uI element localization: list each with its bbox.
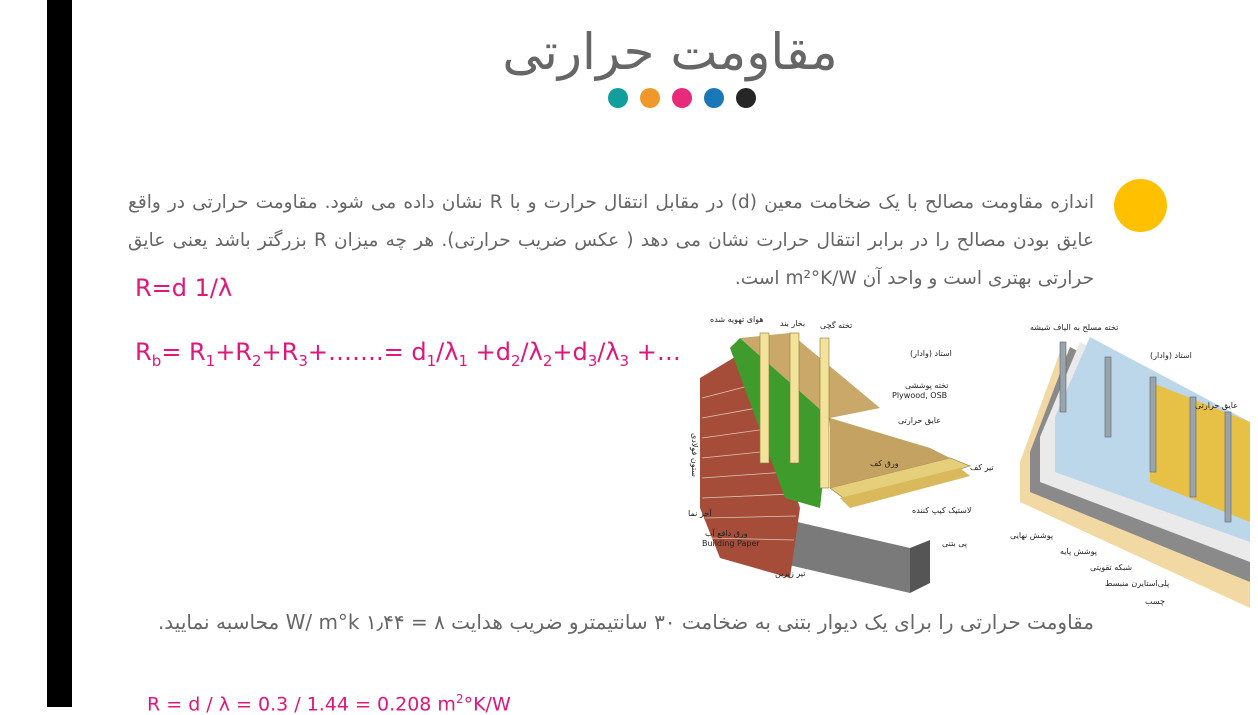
timber-wall-figure: [680, 308, 1000, 598]
formula-rb: $R_b=$ $R_1+R_2+R_3+\dots\dots.= d_1/\lambda_1 +d_2/\lambda_2+d_3/\lambda_3$ +…: [135, 338, 681, 370]
svg-text:تخته گچی: تخته گچی: [820, 321, 853, 330]
svg-text:پوشش پایه: پوشش پایه: [1060, 547, 1097, 556]
svg-text:چسب: چسب: [1145, 597, 1165, 606]
svg-text:تخته مسلح به الیاف شیشه: تخته مسلح به الیاف شیشه: [1030, 323, 1119, 332]
bullet-circle: [1114, 179, 1167, 232]
dot-pink: [672, 88, 692, 108]
svg-text:هوای تهویه شده: هوای تهویه شده: [710, 315, 764, 324]
svg-text:شبکه تقویتی: شبکه تقویتی: [1090, 563, 1133, 572]
svg-text:تیر زیرین: تیر زیرین: [775, 569, 806, 578]
formula-result: R = d / λ = 0.3 / 1.44 = 0.208 $m^2^\circ K/W$: [147, 692, 511, 715]
svg-text:پوشش نهایی: پوشش نهایی: [1010, 531, 1054, 540]
svg-text:استاد (وادار): استاد (وادار): [910, 349, 952, 358]
dot-teal: [608, 88, 628, 108]
svg-text:عایق حرارتی: عایق حرارتی: [898, 416, 941, 425]
dot-blue: [704, 88, 724, 108]
left-accent-bar: [47, 0, 72, 707]
svg-text:پی بتنی: پی بتنی: [942, 539, 968, 548]
svg-text:آجر نما: آجر نما: [688, 509, 712, 518]
definition-paragraph: اندازه مقاومت مصالح با یک ضخامت معین (d) در مقابل انتقال حرارت و با R نشان داده می شود. مقاومت حرارتی در واقع عایق بودن مصالح را در برابر انتقال حرارت نشان می دهد ( عکس ضریب حرارتی). هر چه میزان R بزرگتر باشد یعنی عایق حرارتی بهتری است و واحد آن m²°K/W است.: [128, 192, 1095, 289]
dot-black: [736, 88, 756, 108]
svg-text:تیر کف: تیر کف: [970, 463, 994, 472]
svg-text:Building Paper: Building Paper: [702, 539, 760, 548]
svg-text:Plywood, OSB: Plywood, OSB: [892, 391, 948, 400]
concrete-foundation: [780, 518, 910, 593]
page-title: مقاومت حرارتی: [502, 23, 838, 81]
svg-text:عایق حرارتی: عایق حرارتی: [1195, 401, 1238, 410]
svg-text:لاستیک کیپ کننده: لاستیک کیپ کننده: [912, 506, 972, 515]
svg-text:ورق دافع آب: ورق دافع آب: [705, 529, 748, 538]
svg-text:بخار بند: بخار بند: [780, 319, 806, 328]
dot-orange: [640, 88, 660, 108]
eifs-wall-figure: [1000, 312, 1258, 608]
example-paragraph: مقاومت حرارتی را برای یک دیوار بتنی به ضخامت ۳۰ سانتیمترو ضریب هدایت W/ m°k ۱٫۴۴ = ۸ محاسبه نمایید.: [157, 610, 1094, 634]
svg-text:ستون فولادی: ستون فولادی: [690, 433, 699, 478]
formula-r: R=d 1/λ: [135, 274, 233, 302]
title-dots: [608, 88, 756, 108]
svg-text:پلی‌استایرن منبسط: پلی‌استایرن منبسط: [1105, 579, 1170, 588]
svg-text:استاد (وادار): استاد (وادار): [1150, 351, 1192, 360]
svg-text:ورق کف: ورق کف: [870, 459, 899, 468]
svg-text:تخته پوششی: تخته پوششی: [905, 381, 949, 390]
